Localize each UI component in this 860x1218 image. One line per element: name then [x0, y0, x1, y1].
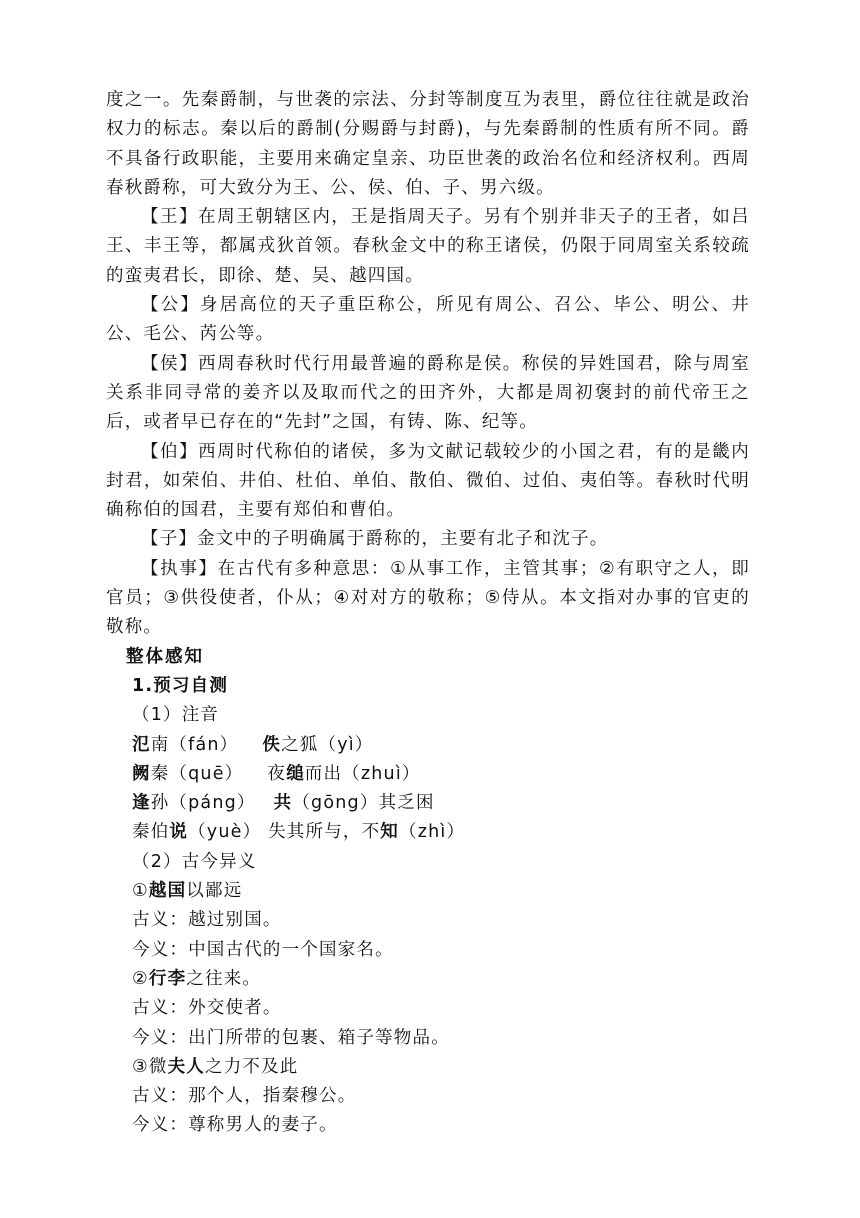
zhuyin-item: 秦伯说（yuè）: [132, 822, 262, 843]
gujin-ancient-meaning: 古义：那个人，指秦穆公。: [132, 1086, 357, 1107]
zhuyin-label: （1）注音: [132, 705, 220, 726]
gujin-label: （2）古今异义: [132, 851, 257, 872]
note-term: 【公】: [141, 295, 201, 316]
note-text: 在周王朝辖区内，王是指周天子。另有个别并非天子的王者，如吕王、丰王等，都属戎狄首领。春秋金文中的称王诸侯，仍限于同周室关系较疏的蛮夷君长，即徐、楚、吴、越四国。: [106, 207, 750, 286]
gujin-phrase: ③微夫人之力不及此: [132, 1056, 299, 1077]
zhuyin-item: 佚之狐（yì）: [262, 734, 374, 755]
note-text: 西周春秋时代行用最普遍的爵称是侯。称侯的异姓国君，除与周室关系非同寻常的姜齐以及取而代之的田齐外，大都是周初褒封的前代帝王之后，或者早已存在的“先封”之国，有铸、陈、纪等。: [106, 353, 750, 433]
intro-paragraph: 度之一。先秦爵制，与世袭的宗法、分封等制度互为表里，爵位往往就是政治权力的标志。秦以后的爵制(分赐爵与封爵)，与先秦爵制的性质有所不同。爵不具备行政职能，主要用来确定皇亲、功臣世袭的政治名位和经济权利。西周春秋爵称，可大致分为王、公、侯、伯、子、男六级。: [106, 90, 750, 198]
note-term: 【侯】: [141, 353, 199, 374]
note-text: 金文中的子明确属于爵称的，主要有北子和沈子。: [197, 529, 609, 550]
zhuyin-row: [106, 760, 750, 789]
note-zi: [106, 525, 750, 554]
gujin-ancient-meaning: 古义：外交使者。: [132, 998, 282, 1019]
note-term: 【伯】: [141, 441, 199, 462]
zhuyin-item: 失其所与，不知（zhì）: [268, 822, 466, 843]
section-title: 整体感知: [126, 646, 204, 667]
note-text: 在古代有多种意思：①从事工作，主管其事；②有职守之人，即官员；③供役使者，仆从；④对对方的敬称；⑤侍从。本文指对办事的官吏的敬称。: [106, 558, 750, 638]
zhuyin-item: 氾南（fán）: [132, 734, 239, 755]
gujin-phrase: ②行李之往来。: [132, 968, 262, 989]
gujin-phrase: ①越国以鄙远: [132, 881, 243, 902]
gujin-modern-meaning: 今义：尊称男人的妻子。: [132, 1115, 338, 1136]
zhuyin-row: [106, 731, 750, 760]
zhuyin-row: [106, 818, 750, 847]
note-zhishi: [106, 555, 750, 643]
note-term: 【子】: [141, 529, 198, 550]
note-text: 西周时代称伯的诸侯，多为文献记载较少的小国之君，有的是畿内封君，如荣伯、井伯、杜伯、单伯、散伯、微伯、过伯、夷伯等。春秋时代明确称伯的国君，主要有郑伯和曹伯。: [106, 441, 750, 521]
gujin-ancient-meaning: 古义：越过别国。: [132, 910, 282, 931]
note-gong: [106, 291, 750, 350]
sub-title: 1.预习自测: [132, 675, 229, 696]
document-page: [106, 86, 750, 1141]
zhuyin-row: [106, 789, 750, 818]
gujin-modern-meaning: 今义：中国古代的一个国家名。: [132, 939, 394, 960]
note-term: 【执事】: [141, 558, 218, 579]
note-wang: [106, 203, 750, 291]
zhuyin-item: 共（gōng）其乏困: [273, 793, 435, 814]
note-bo: [106, 438, 750, 526]
zhuyin-item: 逢孙（páng）: [132, 793, 256, 814]
zhuyin-item: 夜缒而出（zhuì）: [267, 763, 421, 784]
note-term: 【王】: [141, 207, 199, 228]
zhuyin-item: 阙秦（quē）: [132, 763, 244, 784]
gujin-modern-meaning: 今义：出门所带的包裹、箱子等物品。: [132, 1027, 450, 1048]
note-text: 身居高位的天子重臣称公，所见有周公、召公、毕公、明公、井公、毛公、芮公等。: [106, 295, 750, 345]
note-hou: [106, 350, 750, 438]
